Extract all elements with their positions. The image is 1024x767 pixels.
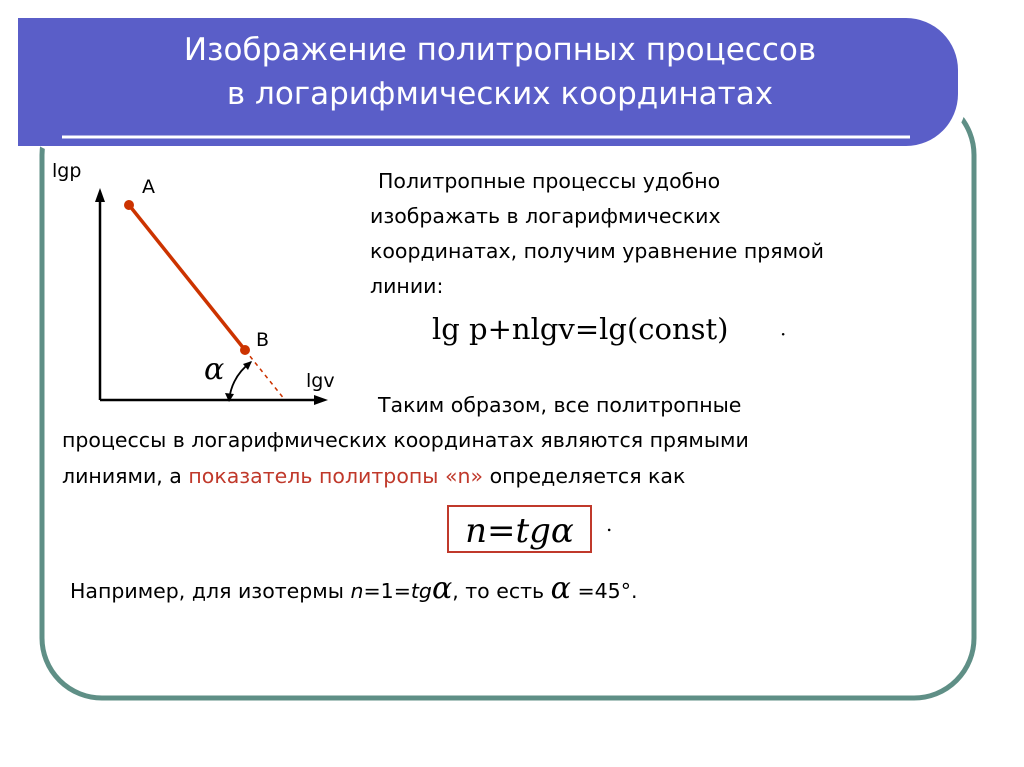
example-n: n bbox=[350, 579, 364, 603]
example-part-a: Например, для изотермы bbox=[70, 579, 351, 603]
polytrope-index-highlight: показатель политропы «n» bbox=[188, 464, 484, 488]
angle-alpha-label: α bbox=[204, 352, 225, 387]
para1-line3: координатах, получим уравнение прямой bbox=[370, 239, 824, 263]
title-line-1: Изображение политропных процессов bbox=[183, 32, 817, 68]
para2-line2: процессы в логарифмических координатах являются прямыми bbox=[62, 428, 749, 452]
point-a-label: A bbox=[142, 176, 155, 198]
para1-line2: изображать в логарифмических bbox=[370, 204, 721, 228]
point-b-label: B bbox=[256, 329, 270, 351]
slide-title bbox=[60, 28, 940, 116]
process-line-ab bbox=[129, 205, 245, 350]
extension-dashed-line bbox=[245, 350, 285, 400]
y-axis-arrow bbox=[95, 188, 105, 202]
boxed-formula-text: n=tgα bbox=[465, 511, 574, 551]
point-a bbox=[124, 200, 134, 210]
equation-tail-dot: · bbox=[780, 322, 787, 346]
example-alpha-2: α bbox=[550, 571, 571, 606]
x-axis-label: lgv bbox=[306, 370, 335, 392]
para2-line3-end: определяется как bbox=[483, 464, 686, 488]
line-equation: lg p+nlgv=lg(const) bbox=[432, 312, 729, 346]
boxed-tail-dot: . bbox=[606, 512, 613, 536]
para2-line1: Таким образом, все политропные bbox=[378, 393, 742, 417]
example-line bbox=[70, 571, 638, 606]
point-b bbox=[240, 345, 250, 355]
example-alpha-1: α bbox=[431, 571, 453, 606]
example-tg: tg bbox=[410, 579, 432, 603]
example-part-c: , то есть bbox=[452, 579, 551, 603]
boxed-formula bbox=[447, 505, 592, 553]
para1-line4: линии: bbox=[370, 274, 444, 298]
x-axis-arrow bbox=[314, 395, 328, 405]
example-part-b: =1= bbox=[363, 579, 411, 603]
para2-line3 bbox=[62, 461, 685, 491]
example-part-d: =45°. bbox=[570, 579, 638, 603]
title-line-2: в логарифмических координатах bbox=[226, 76, 774, 112]
para1-line1: Политропные процессы удобно bbox=[378, 169, 721, 193]
y-axis-label: lgp bbox=[52, 160, 82, 182]
para2-line3-start: линиями, а bbox=[62, 464, 189, 488]
